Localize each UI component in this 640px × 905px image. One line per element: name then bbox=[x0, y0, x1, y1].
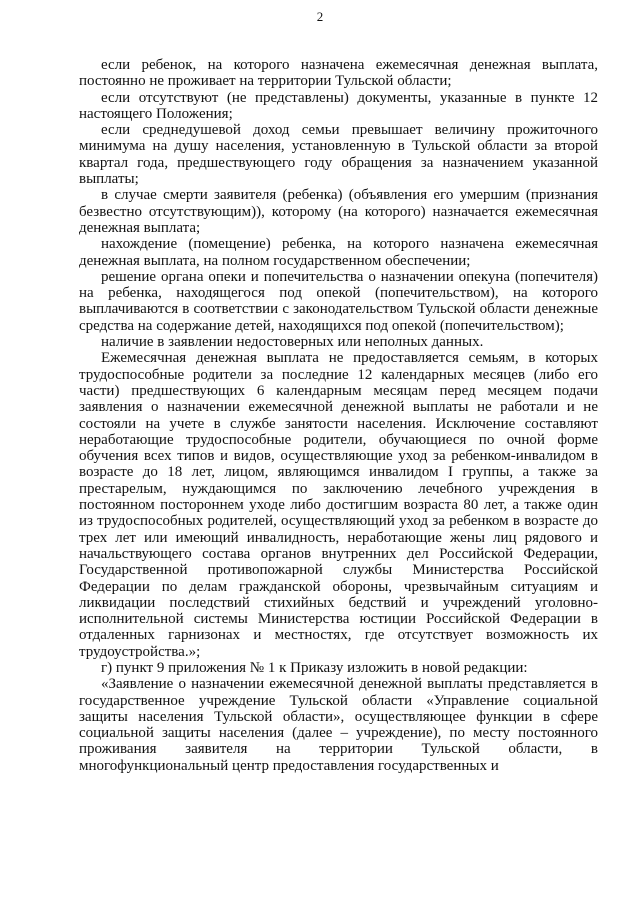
paragraph-10: «Заявление о назначении ежемесячной денежной выплаты представляется в государственное учреждение Тульской области «Управление социальной защиты населения Тульской области», осуществляющее функции в сфере социальной защиты населения (далее – учреждение), по месту постоянного проживания заявителя на территории Тульской области, в многофункциональный центр предоставления государственных и bbox=[79, 676, 598, 774]
paragraph-7: наличие в заявлении недостоверных или неполных данных. bbox=[101, 334, 484, 351]
paragraph-2: если отсутствуют (не представлены) документы, указанные в пункте 12 настоящего Положения; bbox=[79, 89, 598, 122]
paragraph-3: если среднедушевой доход семьи превышает величину прожиточного минимума на душу населения, установленную в Тульской области за второй квартал года, предшествующего году обращения за назначением указанной выплаты; bbox=[79, 122, 598, 188]
paragraph-8: Ежемесячная денежная выплата не предоставляется семьям, в которых трудоспособные родители за последние 12 календарных месяцев (либо его части) предшествующих 6 календарным месяцам перед месяцем подачи заявления о назначении ежемесячной денежной выплаты не работали и не состояли на учете в службе занятости населения. Исключение составляют неработающие трудоспособные родители, обучающиеся по очной форме обучения всех типов и видов, осуществляющие уход за ребенком-инвалидом в возрасте до 18 лет, лицом, являющимся инвалидом I группы, а также за престарелым, нуждающимся по заключению лечебного учреждения в постоянном постороннем уходе либо достигшим возраста 80 лет, а также один из трудоспособных родителей, осуществляющий уход за ребенком в возрасте до трех лет или имеющий инвалидность, неработающие жены лиц рядового и начальствующего состава органов внутренних дел Российской Федерации, Государственной противопожарной службы Министерства Российской Федерации по делам гражданской обороны, чрезвычайным ситуациям и ликвидации последствий стихийных бедствий и учреждений уголовно-исполнительной системы Министерства юстиции Российской Федерации в отдаленных гарнизонах и местностях, где отсутствует возможность их трудоустройства.»; bbox=[79, 350, 598, 660]
document-body bbox=[79, 57, 598, 774]
paragraph-4: в случае смерти заявителя (ребенка) (объявления его умершим (признания безвестно отсутствующим)), которому (на которого) назначается ежемесячная денежная выплата; bbox=[79, 187, 598, 236]
page-number: 2 bbox=[316, 9, 324, 24]
paragraph-5: нахождение (помещение) ребенка, на которого назначена ежемесячная денежная выплата, на полном государственном обеспечении; bbox=[79, 236, 598, 269]
paragraph-6: решение органа опеки и попечительства о назначении опекуна (попечителя) на ребенка, находящегося под опекой (попечительством), на которого выплачиваются в соответствии с законодательством Тульской области денежные средства на содержание детей, находящихся под опекой (попечительством); bbox=[79, 268, 598, 334]
paragraph-1: если ребенок, на которого назначена ежемесячная денежная выплата, постоянно не проживает на территории Тульской области; bbox=[79, 57, 598, 90]
paragraph-9: г) пункт 9 приложения № 1 к Приказу изложить в новой редакции: bbox=[101, 659, 528, 676]
